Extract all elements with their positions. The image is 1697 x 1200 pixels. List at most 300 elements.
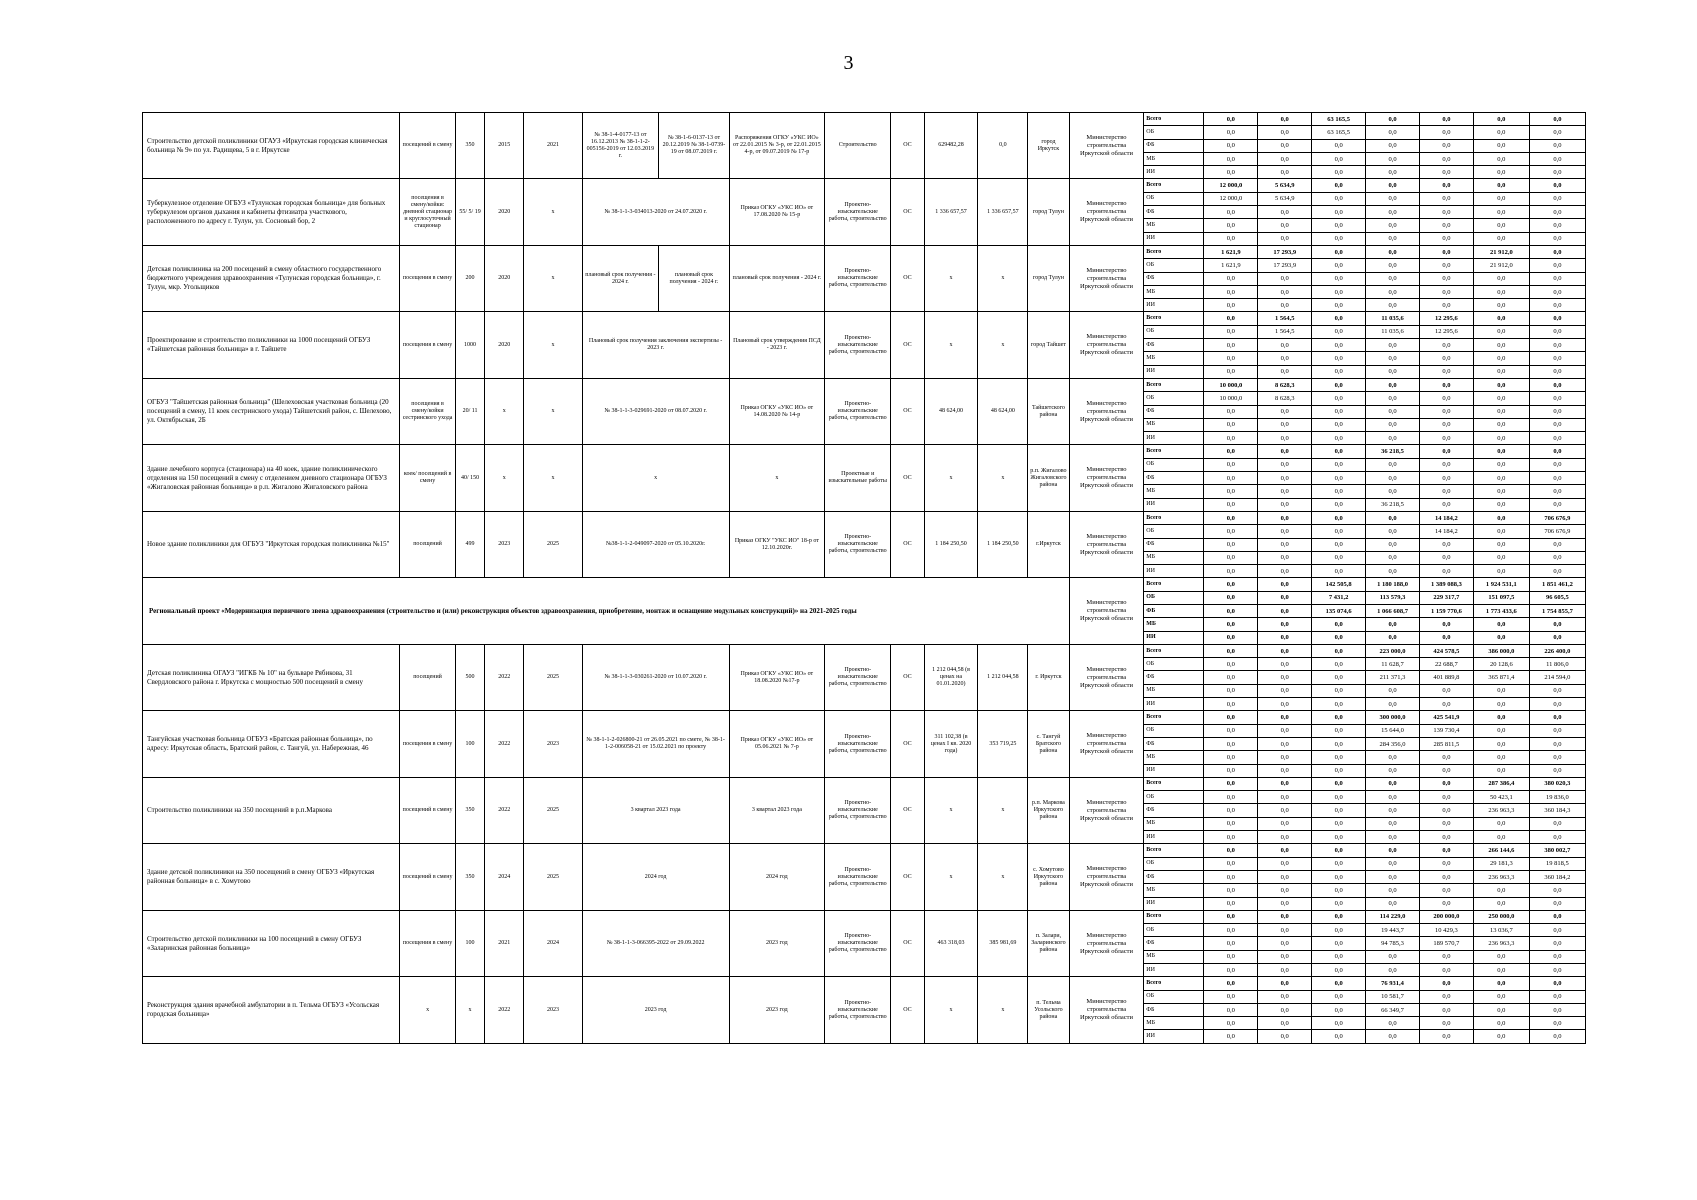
responsible-body: Министерство строительства Иркутской области — [1069, 844, 1144, 910]
amount-cell: 0,0 — [1258, 671, 1312, 684]
ownership: ОС — [891, 777, 924, 843]
amount-cell: 0,0 — [1258, 365, 1312, 378]
amount-cell: 0,0 — [1473, 126, 1529, 139]
amount-cell: 0,0 — [1366, 139, 1420, 152]
amount-cell: 0,0 — [1473, 378, 1529, 391]
work-stage: Проектно-изыскательские работы, строительство — [825, 644, 891, 710]
amount-cell: 0,0 — [1258, 950, 1312, 963]
capacity-unit: посещения в смену — [400, 910, 456, 976]
amount-cell: 0,0 — [1258, 658, 1312, 671]
current-cost: 48 624,00 — [978, 378, 1028, 444]
table-row — [143, 910, 1586, 923]
amount-cell: 0,0 — [1529, 831, 1585, 844]
start-year: 2022 — [485, 977, 524, 1043]
capacity-unit: посещения в смену/койки сестринского ухода — [400, 378, 456, 444]
amount-cell: 0,0 — [1312, 684, 1366, 697]
amount-cell: 0,0 — [1312, 618, 1366, 631]
start-year: 2020 — [485, 312, 524, 378]
location: с. Тангуй Братского района — [1028, 711, 1069, 777]
project-name: Тангуйская участковая больница ОГБУЗ «Братская районная больница», по адресу: Иркутская область, Братский район, с. Тангуй, ул. Набережная, 46 — [143, 711, 400, 777]
amount-cell: 0,0 — [1258, 644, 1312, 657]
funding-type: ОБ — [1144, 857, 1204, 870]
approval-doc: 2023 год — [729, 910, 824, 976]
amount-cell: 50 423,1 — [1473, 791, 1529, 804]
current-cost: 353 719,25 — [978, 711, 1028, 777]
amount-cell: 0,0 — [1529, 551, 1585, 564]
capacity-value: 350 — [456, 113, 485, 179]
location: город Тулун — [1028, 245, 1069, 311]
amount-cell: 0,0 — [1366, 684, 1420, 697]
funding-type: Всего — [1144, 378, 1204, 391]
amount-cell: 0,0 — [1419, 219, 1473, 232]
capacity-value: 40/ 150 — [456, 445, 485, 511]
funding-type: ИИ — [1144, 1030, 1204, 1043]
amount-cell: 0,0 — [1312, 658, 1366, 671]
amount-cell: 0,0 — [1366, 113, 1420, 126]
amount-cell: 0,0 — [1419, 777, 1473, 790]
amount-cell: 0,0 — [1366, 232, 1420, 245]
amount-cell: 0,0 — [1366, 764, 1420, 777]
estimated-cost: x — [924, 445, 978, 511]
amount-cell: 0,0 — [1312, 312, 1366, 325]
expertise-doc: № 38-1-1-3-030261-2020 от 10.07.2020 г. — [582, 644, 729, 710]
amount-cell: 0,0 — [1204, 658, 1258, 671]
amount-cell: 0,0 — [1204, 365, 1258, 378]
amount-cell: 200 000,0 — [1419, 910, 1473, 923]
amount-cell: 36 218,5 — [1366, 498, 1420, 511]
amount-cell: 0,0 — [1204, 206, 1258, 219]
amount-cell: 0,0 — [1529, 937, 1585, 950]
amount-cell: 0,0 — [1366, 485, 1420, 498]
amount-cell: 0,0 — [1473, 964, 1529, 977]
amount-cell: 0,0 — [1258, 724, 1312, 737]
amount-cell: 1 564,5 — [1258, 312, 1312, 325]
amount-cell: 0,0 — [1419, 472, 1473, 485]
capacity-value: 499 — [456, 511, 485, 577]
amount-cell: 0,0 — [1529, 565, 1585, 578]
amount-cell: 12 000,0 — [1204, 179, 1258, 192]
amount-cell: 0,0 — [1419, 764, 1473, 777]
funding-type: Всего — [1144, 113, 1204, 126]
capacity-unit: коек/ посещений в смену — [400, 445, 456, 511]
funding-type: МБ — [1144, 551, 1204, 564]
funding-type: ФБ — [1144, 1003, 1204, 1016]
amount-cell: 0,0 — [1258, 472, 1312, 485]
amount-cell: 19 818,5 — [1529, 857, 1585, 870]
ownership: ОС — [891, 977, 924, 1043]
amount-cell: 0,0 — [1366, 192, 1420, 205]
amount-cell: 19 443,7 — [1366, 924, 1420, 937]
amount-cell: 0,0 — [1419, 698, 1473, 711]
ownership: ОС — [891, 113, 924, 179]
amount-cell: 0,0 — [1473, 472, 1529, 485]
amount-cell: 0,0 — [1419, 352, 1473, 365]
amount-cell: 0,0 — [1312, 924, 1366, 937]
amount-cell: 0,0 — [1529, 378, 1585, 391]
responsible-body: Министерство строительства Иркутской области — [1069, 378, 1144, 444]
amount-cell: 189 570,7 — [1419, 937, 1473, 950]
amount-cell: 0,0 — [1258, 445, 1312, 458]
amount-cell: 0,0 — [1473, 299, 1529, 312]
amount-cell: 0,0 — [1366, 511, 1420, 524]
amount-cell: 0,0 — [1204, 737, 1258, 750]
funding-type: МБ — [1144, 1017, 1204, 1030]
ownership: ОС — [891, 312, 924, 378]
amount-cell: 0,0 — [1473, 365, 1529, 378]
amount-cell: 0,0 — [1258, 565, 1312, 578]
start-year: x — [485, 378, 524, 444]
amount-cell: 1 389 088,3 — [1419, 578, 1473, 591]
amount-cell: 1 159 770,6 — [1419, 604, 1473, 617]
expertise-doc-2: № 38-1-6-0137-13 от 20.12.2019 № 38-1-0739-19 от 08.07.2019 г. — [659, 113, 729, 179]
amount-cell: 0,0 — [1312, 990, 1366, 1003]
amount-cell: 0,0 — [1204, 565, 1258, 578]
expertise-doc: № 38-1-1-3-029691-2020 от 08.07.2020 г. — [582, 378, 729, 444]
approval-doc: Приказ ОГКУ «УКС ИО» от 18.08.2020 №17-р — [729, 644, 824, 710]
amount-cell: 0,0 — [1204, 485, 1258, 498]
amount-cell: 0,0 — [1204, 405, 1258, 418]
location: п. Тельма Усольского района — [1028, 977, 1069, 1043]
estimated-cost: x — [924, 844, 978, 910]
amount-cell: 13 036,7 — [1473, 924, 1529, 937]
amount-cell: 0,0 — [1366, 299, 1420, 312]
amount-cell: 0,0 — [1258, 219, 1312, 232]
funding-type: ИИ — [1144, 764, 1204, 777]
funding-type: Всего — [1144, 910, 1204, 923]
estimated-cost: x — [924, 312, 978, 378]
amount-cell: 0,0 — [1312, 219, 1366, 232]
amount-cell: 0,0 — [1529, 631, 1585, 644]
amount-cell: 0,0 — [1312, 950, 1366, 963]
amount-cell: 0,0 — [1312, 245, 1366, 258]
amount-cell: 0,0 — [1312, 418, 1366, 431]
capacity-unit: посещений — [400, 511, 456, 577]
amount-cell: 0,0 — [1419, 458, 1473, 471]
funding-table — [142, 112, 1586, 1044]
funding-type: ФБ — [1144, 139, 1204, 152]
amount-cell: 0,0 — [1312, 432, 1366, 445]
current-cost: x — [978, 844, 1028, 910]
amount-cell: 0,0 — [1258, 924, 1312, 937]
amount-cell: 0,0 — [1312, 1017, 1366, 1030]
responsible-body: Министерство строительства Иркутской области — [1069, 711, 1144, 777]
amount-cell: 0,0 — [1366, 152, 1420, 165]
responsible-body: Министерство строительства Иркутской области — [1069, 511, 1144, 577]
funding-type: ФБ — [1144, 538, 1204, 551]
responsible-body: Министерство строительства Иркутской области — [1069, 445, 1144, 511]
start-year: 2023 — [485, 511, 524, 577]
amount-cell: 0,0 — [1204, 445, 1258, 458]
amount-cell: 12 295,6 — [1419, 312, 1473, 325]
capacity-value: 100 — [456, 711, 485, 777]
amount-cell: 0,0 — [1258, 884, 1312, 897]
amount-cell: 0,0 — [1204, 1030, 1258, 1043]
amount-cell: 0,0 — [1204, 644, 1258, 657]
amount-cell: 0,0 — [1204, 472, 1258, 485]
amount-cell: 0,0 — [1312, 538, 1366, 551]
funding-type: МБ — [1144, 285, 1204, 298]
amount-cell: 0,0 — [1419, 990, 1473, 1003]
amount-cell: 0,0 — [1473, 1017, 1529, 1030]
amount-cell: 1 621,9 — [1204, 245, 1258, 258]
amount-cell: 425 541,9 — [1419, 711, 1473, 724]
amount-cell: 0,0 — [1366, 245, 1420, 258]
funding-type: ОБ — [1144, 924, 1204, 937]
funding-type: ОБ — [1144, 259, 1204, 272]
amount-cell: 0,0 — [1473, 1003, 1529, 1016]
amount-cell: 0,0 — [1312, 870, 1366, 883]
amount-cell: 0,0 — [1419, 751, 1473, 764]
amount-cell: 0,0 — [1529, 884, 1585, 897]
amount-cell: 21 912,0 — [1473, 259, 1529, 272]
amount-cell: 17 293,9 — [1258, 245, 1312, 258]
amount-cell: 0,0 — [1258, 405, 1312, 418]
amount-cell: 0,0 — [1529, 139, 1585, 152]
amount-cell: 0,0 — [1366, 206, 1420, 219]
amount-cell: 0,0 — [1204, 126, 1258, 139]
capacity-value: 1000 — [456, 312, 485, 378]
amount-cell: 0,0 — [1204, 498, 1258, 511]
amount-cell: 0,0 — [1473, 511, 1529, 524]
amount-cell: 380 002,7 — [1529, 844, 1585, 857]
amount-cell: 0,0 — [1529, 418, 1585, 431]
amount-cell: 0,0 — [1312, 644, 1366, 657]
amount-cell: 236 963,3 — [1473, 937, 1529, 950]
start-year: 2022 — [485, 777, 524, 843]
amount-cell: 114 229,0 — [1366, 910, 1420, 923]
funding-type: Всего — [1144, 578, 1204, 591]
capacity-value: 55/ 5/ 19 — [456, 179, 485, 245]
amount-cell: 0,0 — [1366, 392, 1420, 405]
funding-type: Всего — [1144, 179, 1204, 192]
regional-project-title: Региональный проект «Модернизация первичного звена здравоохранения (строительство и (или) реконструкция объектов здравоохранения, приобретение, монтаж и оснащение модульных конструкций)» на 2021-2025 годы — [143, 578, 1070, 644]
amount-cell: 0,0 — [1529, 990, 1585, 1003]
amount-cell: 229 317,7 — [1419, 591, 1473, 604]
amount-cell: 0,0 — [1473, 152, 1529, 165]
funding-type: ФБ — [1144, 870, 1204, 883]
amount-cell: 0,0 — [1529, 192, 1585, 205]
funding-type: Всего — [1144, 445, 1204, 458]
amount-cell: 0,0 — [1312, 791, 1366, 804]
expertise-doc: 2024 год — [582, 844, 729, 910]
amount-cell: 0,0 — [1312, 259, 1366, 272]
amount-cell: 0,0 — [1419, 339, 1473, 352]
funding-type: ИИ — [1144, 232, 1204, 245]
amount-cell: 0,0 — [1366, 432, 1420, 445]
amount-cell: 0,0 — [1366, 565, 1420, 578]
capacity-value: 500 — [456, 644, 485, 710]
amount-cell: 0,0 — [1366, 405, 1420, 418]
amount-cell: 0,0 — [1312, 511, 1366, 524]
location: г.Иркутск — [1028, 511, 1069, 577]
approval-doc: Приказ ОГКУ "УКС ИО" 18-р от 12.10.2020г. — [729, 511, 824, 577]
amount-cell: 14 184,2 — [1419, 511, 1473, 524]
responsible-body: Министерство строительства Иркутской области — [1069, 312, 1144, 378]
table-row — [143, 113, 1586, 126]
amount-cell: 0,0 — [1419, 977, 1473, 990]
amount-cell: 0,0 — [1366, 219, 1420, 232]
page-number: 3 — [843, 52, 854, 74]
end-year: 2025 — [524, 511, 582, 577]
amount-cell: 0,0 — [1204, 618, 1258, 631]
funding-type: Всего — [1144, 977, 1204, 990]
responsible-body: Министерство строительства Иркутской области — [1069, 245, 1144, 311]
amount-cell: 0,0 — [1204, 591, 1258, 604]
amount-cell: 0,0 — [1312, 325, 1366, 338]
amount-cell: 0,0 — [1258, 684, 1312, 697]
current-cost: 0,0 — [978, 113, 1028, 179]
amount-cell: 20 128,6 — [1473, 658, 1529, 671]
amount-cell: 0,0 — [1419, 392, 1473, 405]
amount-cell: 0,0 — [1529, 152, 1585, 165]
amount-cell: 0,0 — [1258, 764, 1312, 777]
funding-type: ОБ — [1144, 525, 1204, 538]
amount-cell: 0,0 — [1473, 684, 1529, 697]
amount-cell: 0,0 — [1366, 285, 1420, 298]
amount-cell: 0,0 — [1204, 831, 1258, 844]
amount-cell: 0,0 — [1529, 910, 1585, 923]
amount-cell: 0,0 — [1473, 698, 1529, 711]
amount-cell: 0,0 — [1258, 791, 1312, 804]
amount-cell: 0,0 — [1312, 352, 1366, 365]
amount-cell: 11 035,6 — [1366, 325, 1420, 338]
amount-cell: 365 871,4 — [1473, 671, 1529, 684]
approval-doc: Распоряжения ОГКУ «УКС ИО» от 22.01.2015 № 3-р, от 22.01.2015 4-р, от 09.07.2019 № 17-р — [729, 113, 824, 179]
amount-cell: 0,0 — [1258, 631, 1312, 644]
amount-cell: 0,0 — [1312, 299, 1366, 312]
amount-cell: 63 165,5 — [1312, 126, 1366, 139]
amount-cell: 0,0 — [1529, 711, 1585, 724]
amount-cell: 0,0 — [1204, 418, 1258, 431]
expertise-doc: №38-1-1-2-049097-2020 от 05.10.2020г. — [582, 511, 729, 577]
amount-cell: 151 097,5 — [1473, 591, 1529, 604]
amount-cell: 0,0 — [1258, 977, 1312, 990]
amount-cell: 0,0 — [1204, 152, 1258, 165]
amount-cell: 0,0 — [1473, 565, 1529, 578]
amount-cell: 0,0 — [1312, 285, 1366, 298]
amount-cell: 0,0 — [1204, 764, 1258, 777]
amount-cell: 0,0 — [1419, 631, 1473, 644]
end-year: 2024 — [524, 910, 582, 976]
amount-cell: 0,0 — [1529, 684, 1585, 697]
funding-type: ФБ — [1144, 604, 1204, 617]
amount-cell: 0,0 — [1312, 485, 1366, 498]
funding-type: Всего — [1144, 511, 1204, 524]
amount-cell: 0,0 — [1258, 964, 1312, 977]
amount-cell: 0,0 — [1529, 1017, 1585, 1030]
location: р.п. Маркова Иркутского района — [1028, 777, 1069, 843]
amount-cell: 0,0 — [1258, 285, 1312, 298]
work-stage: Проектно-изыскательские работы, строительство — [825, 245, 891, 311]
capacity-value: 200 — [456, 245, 485, 311]
amount-cell: 0,0 — [1473, 711, 1529, 724]
amount-cell: 0,0 — [1473, 206, 1529, 219]
amount-cell: 0,0 — [1473, 990, 1529, 1003]
amount-cell: 135 074,6 — [1312, 604, 1366, 617]
funding-type: МБ — [1144, 884, 1204, 897]
estimated-cost: x — [924, 777, 978, 843]
amount-cell: 0,0 — [1473, 285, 1529, 298]
amount-cell: 0,0 — [1529, 299, 1585, 312]
amount-cell: 0,0 — [1419, 498, 1473, 511]
amount-cell: 360 184,2 — [1529, 870, 1585, 883]
capacity-unit: посещений в смену — [400, 777, 456, 843]
amount-cell: 0,0 — [1366, 698, 1420, 711]
amount-cell: 0,0 — [1312, 192, 1366, 205]
funding-type: ФБ — [1144, 472, 1204, 485]
amount-cell: 0,0 — [1204, 964, 1258, 977]
estimated-cost: 1 336 657,57 — [924, 179, 978, 245]
funding-type: МБ — [1144, 684, 1204, 697]
amount-cell: 0,0 — [1529, 977, 1585, 990]
funding-type: МБ — [1144, 751, 1204, 764]
amount-cell: 0,0 — [1366, 1017, 1420, 1030]
amount-cell: 0,0 — [1473, 884, 1529, 897]
amount-cell: 0,0 — [1312, 139, 1366, 152]
amount-cell: 0,0 — [1419, 126, 1473, 139]
expertise-doc: № 38-1-4-0177-13 от 16.12.2013 № 38-1-1-2-005156-2019 от 12.03.2019 г. — [582, 113, 659, 179]
amount-cell: 1 851 461,2 — [1529, 578, 1585, 591]
amount-cell: 66 349,7 — [1366, 1003, 1420, 1016]
amount-cell: 0,0 — [1204, 219, 1258, 232]
amount-cell: 0,0 — [1258, 1003, 1312, 1016]
amount-cell: 0,0 — [1204, 631, 1258, 644]
funding-type: ИИ — [1144, 631, 1204, 644]
amount-cell: 0,0 — [1204, 551, 1258, 564]
amount-cell: 0,0 — [1258, 432, 1312, 445]
amount-cell: 0,0 — [1312, 751, 1366, 764]
amount-cell: 0,0 — [1529, 498, 1585, 511]
table-row — [143, 711, 1586, 724]
amount-cell: 0,0 — [1204, 339, 1258, 352]
table-row — [143, 578, 1586, 591]
amount-cell: 0,0 — [1529, 764, 1585, 777]
amount-cell: 0,0 — [1312, 671, 1366, 684]
table-row — [143, 511, 1586, 524]
location: город Тулун — [1028, 179, 1069, 245]
responsible-body: Министерство строительства Иркутской области — [1069, 113, 1144, 179]
amount-cell: 0,0 — [1258, 166, 1312, 179]
amount-cell: 0,0 — [1258, 990, 1312, 1003]
amount-cell: 424 578,5 — [1419, 644, 1473, 657]
ownership: ОС — [891, 844, 924, 910]
amount-cell: 0,0 — [1419, 857, 1473, 870]
amount-cell: 0,0 — [1312, 405, 1366, 418]
start-year: 2024 — [485, 844, 524, 910]
amount-cell: 0,0 — [1473, 339, 1529, 352]
amount-cell: 0,0 — [1473, 538, 1529, 551]
table-row — [143, 378, 1586, 391]
amount-cell: 0,0 — [1419, 844, 1473, 857]
work-stage: Проектно-изыскательские работы, строительство — [825, 179, 891, 245]
amount-cell: 0,0 — [1366, 964, 1420, 977]
amount-cell: 0,0 — [1204, 272, 1258, 285]
amount-cell: 0,0 — [1366, 272, 1420, 285]
amount-cell: 0,0 — [1473, 219, 1529, 232]
amount-cell: 706 676,9 — [1529, 511, 1585, 524]
amount-cell: 10 429,3 — [1419, 924, 1473, 937]
amount-cell: 0,0 — [1312, 152, 1366, 165]
amount-cell: 0,0 — [1312, 817, 1366, 830]
table-row — [143, 312, 1586, 325]
amount-cell: 0,0 — [1312, 884, 1366, 897]
approval-doc: 3 квартал 2023 года — [729, 777, 824, 843]
amount-cell: 0,0 — [1258, 272, 1312, 285]
amount-cell: 0,0 — [1529, 232, 1585, 245]
amount-cell: 0,0 — [1529, 817, 1585, 830]
table-row — [143, 445, 1586, 458]
current-cost: x — [978, 977, 1028, 1043]
